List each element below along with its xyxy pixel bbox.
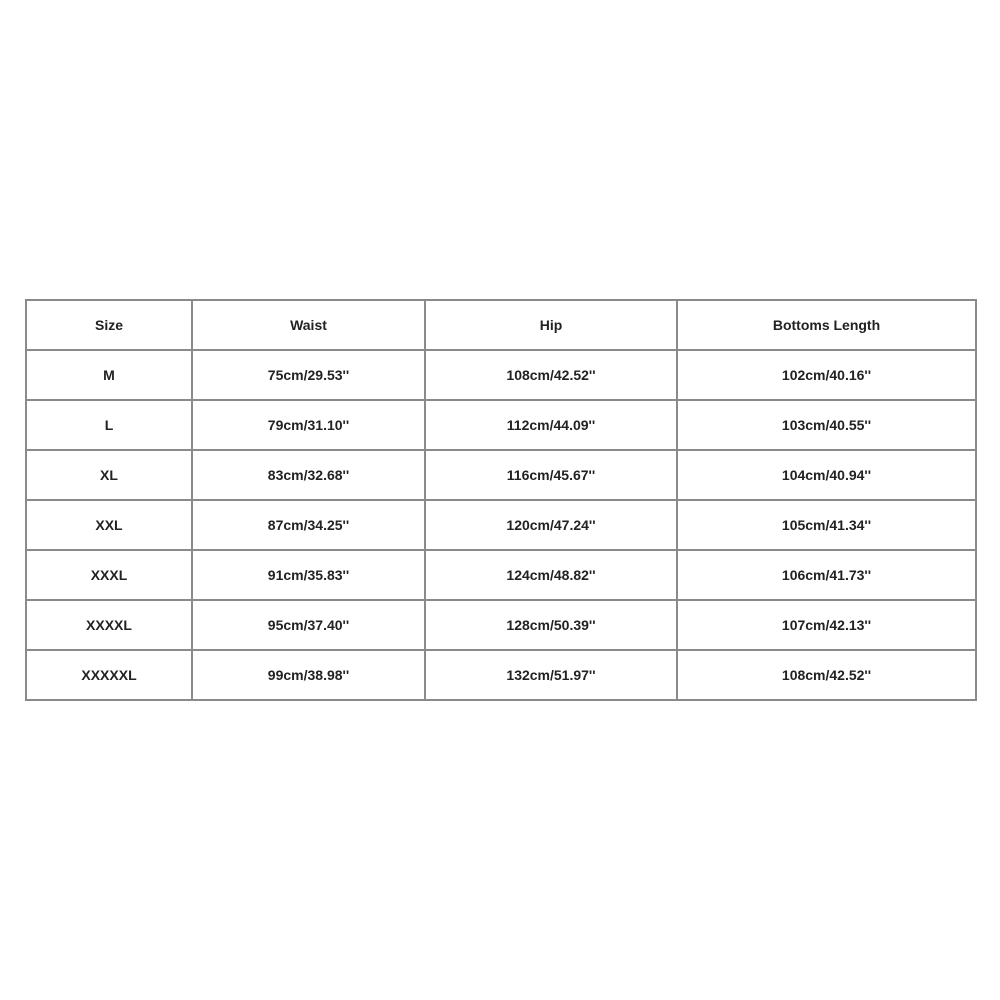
table-row (26, 500, 976, 550)
cell-size: XL (26, 450, 192, 500)
cell-bottoms-length: 104cm/40.94'' (677, 450, 976, 500)
table-row (26, 550, 976, 600)
cell-hip: 128cm/50.39'' (425, 600, 677, 650)
cell-waist: 83cm/32.68'' (192, 450, 425, 500)
header-row (26, 300, 976, 350)
cell-bottoms-length: 102cm/40.16'' (677, 350, 976, 400)
cell-bottoms-length: 108cm/42.52'' (677, 650, 976, 700)
cell-size: L (26, 400, 192, 450)
cell-waist: 79cm/31.10'' (192, 400, 425, 450)
cell-hip: 112cm/44.09'' (425, 400, 677, 450)
header-hip: Hip (425, 300, 677, 350)
header-waist: Waist (192, 300, 425, 350)
table-row (26, 350, 976, 400)
cell-hip: 120cm/47.24'' (425, 500, 677, 550)
header-bottoms-length: Bottoms Length (677, 300, 976, 350)
cell-waist: 87cm/34.25'' (192, 500, 425, 550)
cell-waist: 99cm/38.98'' (192, 650, 425, 700)
cell-waist: 75cm/29.53'' (192, 350, 425, 400)
cell-bottoms-length: 107cm/42.13'' (677, 600, 976, 650)
cell-size: XXL (26, 500, 192, 550)
cell-hip: 124cm/48.82'' (425, 550, 677, 600)
header-size: Size (26, 300, 192, 350)
table-row (26, 600, 976, 650)
cell-waist: 91cm/35.83'' (192, 550, 425, 600)
cell-bottoms-length: 106cm/41.73'' (677, 550, 976, 600)
cell-hip: 108cm/42.52'' (425, 350, 677, 400)
size-chart-table (25, 299, 977, 701)
cell-bottoms-length: 105cm/41.34'' (677, 500, 976, 550)
cell-hip: 132cm/51.97'' (425, 650, 677, 700)
cell-size: XXXL (26, 550, 192, 600)
cell-hip: 116cm/45.67'' (425, 450, 677, 500)
cell-size: M (26, 350, 192, 400)
table-row (26, 400, 976, 450)
cell-bottoms-length: 103cm/40.55'' (677, 400, 976, 450)
cell-waist: 95cm/37.40'' (192, 600, 425, 650)
table-row (26, 650, 976, 700)
cell-size: XXXXL (26, 600, 192, 650)
cell-size: XXXXXL (26, 650, 192, 700)
table-row (26, 450, 976, 500)
